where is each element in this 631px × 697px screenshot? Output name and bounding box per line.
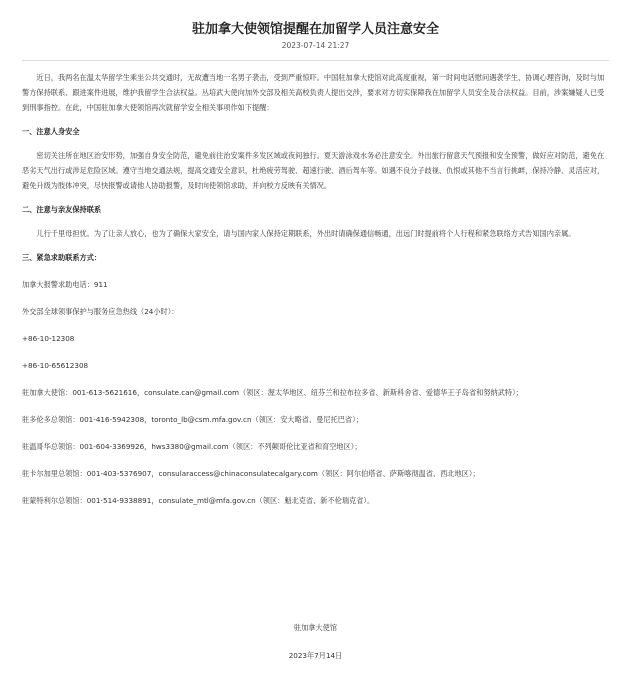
intro-paragraph: 近日，我两名在温太华留学生乘坐公共交通时，无故遭当地一名男子袭击，受到严重惊吓。中国驻加拿大使馆对此高度重视，第一时间电话慰问遇袭学生、协调心理咨询，及时与加警方保持联系、跟进案件进展，维护我留学生合法权益。丛培武大使向加外交部及相关高校负责人提出交涉，要求对方切实保障我在加留学人员安全及合法权益。目前，涉案嫌疑人已受到刑事指控。在此，中国驻加拿大使领馆再次就留学安全相关事项作如下提醒： (22, 73, 605, 112)
article-date: 2023-07-14 21:27 (281, 41, 350, 50)
signature-date: 2023年7月14日 (288, 651, 343, 660)
section-heading-family: 二、注意与亲友保持联系 (22, 205, 102, 214)
contact-calgary: 驻卡尔加里总领馆：001-403-5376907，consularaccess@chinaconsulatecalgary.com（领区：阿尔伯塔省、萨斯喀彻温省、西北地区）； (22, 469, 480, 478)
section-text-safety: 密切关注所在地区治安形势，加强自身安全防范，避免前往治安案件多发区域或夜间独行。夏天游泳戏水务必注意安全。外出旅行留意天气预报和安全预警，做好应对防范，避免在恶劣天气出行或涉足危险区域。遵守当地交通法规，提高交通安全意识，杜绝疲劳驾驶、超速行驶、酒后驾车等。如遇不良分子歧视、仇恨或其他不当言行挑衅，保持冷静、灵活应对，避免升级为肢体冲突，尽快报警或请他人协助报警，及时向使领馆求助，并向校方反映有关情况。 (22, 151, 605, 190)
contact-hotline-1: +86-10-12308 (22, 334, 75, 343)
section-text-family: 儿行千里母担忧。为了让亲人放心，也为了确保大家安全，请与国内家人保持定期联系，外出时请确保通信畅通，出远门时提前将个人行程和紧急联络方式告知国内亲属。 (36, 229, 576, 238)
contact-police: 加拿大报警求助电话：911 (22, 280, 108, 289)
section-heading-safety: 一、注意人身安全 (22, 127, 80, 136)
contact-toronto: 驻多伦多总领馆：001-416-5942308，toronto_lb@csm.mfa.gov.cn（领区：安大略省、曼尼托巴省）； (22, 415, 363, 424)
contact-vancouver: 驻温哥华总领馆：001-604-3369926，hws3380@gmail.com（领区：不列颠哥伦比亚省和育空地区）； (22, 442, 362, 451)
contact-hotline-2: +86-10-65612308 (22, 361, 89, 370)
contact-hotline-label: 外交部全球领事保护与服务应急热线（24小时）： (22, 307, 179, 316)
contact-montreal: 驻蒙特利尔总领馆：001-514-9338891，consulate_mtl@mfa.gov.cn（领区：魁北克省、新不伦瑞克省）。 (22, 496, 375, 505)
section-heading-emergency: 三、紧急求助联系方式： (22, 253, 102, 262)
contact-embassy: 驻加拿大使馆：001-613-5621616，consulate.can@gmail.com（领区：渥太华地区、纽芬兰和拉布拉多省、新斯科舍省、爱德华王子岛省和努纳武特）； (22, 388, 523, 397)
signature-org: 驻加拿大使馆 (293, 623, 338, 632)
title-divider (22, 60, 609, 61)
article-body (22, 70, 609, 508)
article-title: 驻加拿大使领馆提醒在加留学人员注意安全 (191, 22, 439, 37)
